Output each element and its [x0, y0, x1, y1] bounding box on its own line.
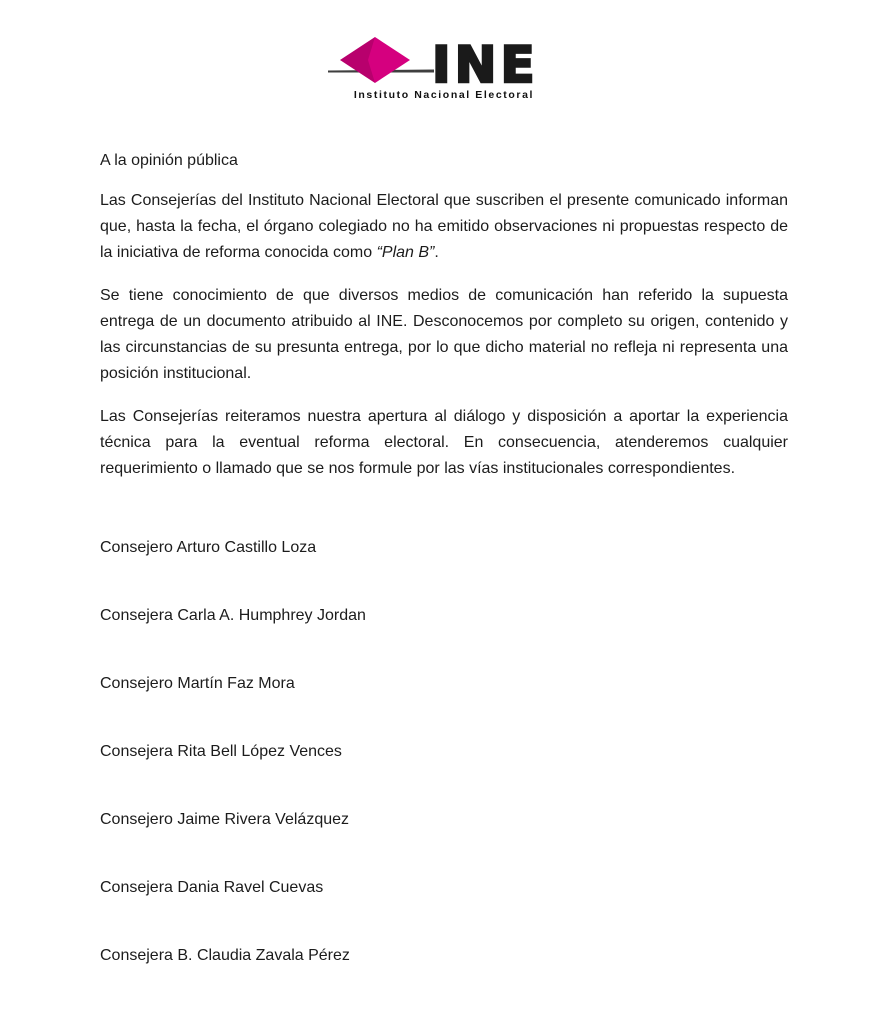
- letter-body: [0, 151, 888, 966]
- ine-ballot-diamond-icon: [328, 34, 560, 88]
- paragraph-2: Se tiene conocimiento de que diversos medios de comunicación han referido la supuesta entrega de un documento atribuido al INE. Desconocemos por completo su origen, contenido y las circunstancias de su presunta entrega, por lo que dicho material no refleja ni representa una posición institucional.: [100, 287, 788, 382]
- signatory-lopez-vences: Consejera Rita Bell López Vences: [100, 743, 342, 760]
- paragraph-1: [100, 188, 788, 266]
- paragraph-1-plan-b: “Plan B”: [376, 244, 435, 261]
- signatory-humphrey: Consejera Carla A. Humphrey Jordan: [100, 607, 366, 624]
- salutation: A la opinión pública: [100, 152, 238, 169]
- paragraph-3: Las Consejerías reiteramos nuestra apertura al diálogo y disposición a aportar la experiencia técnica para la eventual reforma electoral. En consecuencia, atenderemos cualquier requerimiento o llamado que se nos formule por las vías institucionales correspondientes.: [100, 408, 788, 477]
- signatory-rivera: Consejero Jaime Rivera Velázquez: [100, 811, 350, 828]
- signatory-zavala: Consejera B. Claudia Zavala Pérez: [100, 947, 350, 964]
- signatory-castillo: Consejero Arturo Castillo Loza: [100, 539, 317, 556]
- logo-subtitle: Instituto Nacional Electoral: [353, 89, 535, 101]
- signatures-list: [100, 538, 788, 966]
- paragraph-1-period: .: [434, 244, 439, 261]
- svg-text:INE: INE: [432, 36, 539, 88]
- signatory-ravel: Consejera Dania Ravel Cuevas: [100, 879, 324, 896]
- paragraph-1-text: Las Consejerías del Instituto Nacional Electoral que suscriben el presente comunicado informan que, hasta la fecha, el órgano colegiado no ha emitido observaciones ni propuestas respecto de la iniciativa de reforma conocida como: [100, 192, 788, 261]
- ine-logo: [314, 0, 574, 101]
- signatory-faz: Consejero Martín Faz Mora: [100, 675, 295, 692]
